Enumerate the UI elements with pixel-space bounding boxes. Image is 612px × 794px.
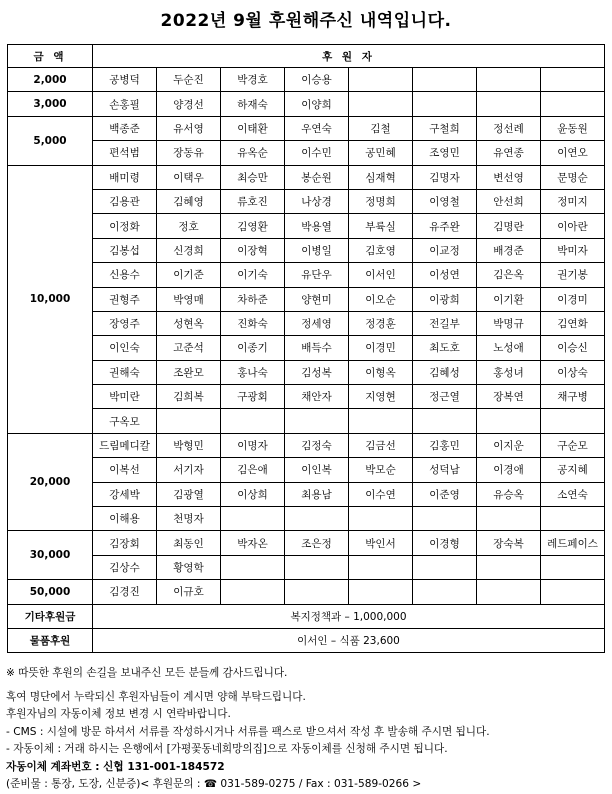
donor-name-cell — [477, 580, 541, 604]
donor-row — [8, 311, 605, 335]
donor-name-cell: 이경민 — [349, 336, 413, 360]
donor-name-cell: 장영주 — [93, 311, 157, 335]
donor-name-cell: 유연종 — [477, 141, 541, 165]
donor-name-cell: 우연숙 — [285, 116, 349, 140]
donor-name-cell — [477, 92, 541, 116]
donor-name-cell: 김철 — [349, 116, 413, 140]
donor-name-cell — [221, 555, 285, 579]
donor-name-cell: 김명자 — [413, 165, 477, 189]
donor-name-cell: 이오순 — [349, 287, 413, 311]
donor-name-cell: 이수민 — [285, 141, 349, 165]
donor-name-cell — [477, 555, 541, 579]
donor-name-cell: 이양희 — [285, 92, 349, 116]
donor-name-cell: 이형옥 — [349, 360, 413, 384]
donor-name-cell: 김은옥 — [477, 263, 541, 287]
donor-name-cell: 홍나숙 — [221, 360, 285, 384]
donor-name-cell — [285, 555, 349, 579]
donor-name-cell — [413, 580, 477, 604]
donor-name-cell: 백종준 — [93, 116, 157, 140]
donor-name-cell: 이연오 — [541, 141, 605, 165]
inquiry-note: (준비물 : 통장, 도장, 신분증)< 후원문의 : ☎ 031-589-0275 / Fax : 031-589-0266 > — [6, 778, 422, 790]
donor-name-cell: 이장혁 — [221, 238, 285, 262]
donor-name-cell: 홍성녀 — [477, 360, 541, 384]
donor-name-cell: 김호영 — [349, 238, 413, 262]
donor-name-cell: 이기환 — [477, 287, 541, 311]
donor-name-cell: 이규호 — [157, 580, 221, 604]
page-title: 2022년 9월 후원해주신 내역입니다. — [160, 11, 452, 31]
donor-name-cell — [221, 507, 285, 531]
donor-name-cell: 김연화 — [541, 311, 605, 335]
donor-name-cell: 구광회 — [221, 385, 285, 409]
donor-name-cell — [541, 555, 605, 579]
donor-name-cell: 정미지 — [541, 189, 605, 213]
donor-name-cell: 공지혜 — [541, 458, 605, 482]
donor-row — [8, 507, 605, 531]
donor-name-cell — [541, 507, 605, 531]
donor-name-cell — [349, 555, 413, 579]
donor-name-cell: 정명희 — [349, 189, 413, 213]
donor-name-cell: 이광희 — [413, 287, 477, 311]
donor-name-cell: 진화숙 — [221, 311, 285, 335]
donor-name-cell: 이수연 — [349, 482, 413, 506]
donor-name-cell: 이병일 — [285, 238, 349, 262]
donor-name-cell — [349, 507, 413, 531]
donor-name-cell: 노성애 — [477, 336, 541, 360]
donor-name-cell — [541, 409, 605, 433]
donor-name-cell: 유단우 — [285, 263, 349, 287]
donor-name-cell: 공병덕 — [93, 68, 157, 92]
donor-name-cell: 심재혁 — [349, 165, 413, 189]
donor-name-cell: 하재숙 — [221, 92, 285, 116]
amount-header: 금 액 — [8, 45, 93, 68]
goods-label: 물품후원 — [8, 628, 93, 652]
other-value: 복지정책과 – 1,000,000 — [93, 604, 605, 628]
donor-row — [8, 433, 605, 457]
donor-name-cell: 박미자 — [541, 238, 605, 262]
donor-row — [8, 580, 605, 604]
donor-name-cell: 김장회 — [93, 531, 157, 555]
donor-name-cell — [477, 68, 541, 92]
goods-value: 이서인 – 식품 23,600 — [93, 628, 605, 652]
contact-note: 후원자님의 자동이체 정보 변경 시 연락바랍니다. — [6, 708, 231, 720]
donor-name-cell: 채안자 — [285, 385, 349, 409]
donor-name-cell: 유옥순 — [221, 141, 285, 165]
donor-name-cell: 박모순 — [349, 458, 413, 482]
donor-name-cell: 박경호 — [221, 68, 285, 92]
donor-name-cell: 김희복 — [157, 385, 221, 409]
donor-name-cell: 김봉섭 — [93, 238, 157, 262]
donor-name-cell: 유주완 — [413, 214, 477, 238]
donor-name-cell: 박명규 — [477, 311, 541, 335]
donor-name-cell: 김경진 — [93, 580, 157, 604]
donor-name-cell: 이상숙 — [541, 360, 605, 384]
donor-row — [8, 141, 605, 165]
donor-name-cell: 구철희 — [413, 116, 477, 140]
donor-name-cell: 김혜성 — [413, 360, 477, 384]
donor-name-cell — [221, 409, 285, 433]
donor-name-cell: 전길부 — [413, 311, 477, 335]
donor-name-cell: 고준석 — [157, 336, 221, 360]
donor-name-cell: 강세박 — [93, 482, 157, 506]
donor-name-cell: 정선례 — [477, 116, 541, 140]
donor-name-cell — [541, 68, 605, 92]
amount-cell: 10,000 — [8, 165, 93, 433]
donor-name-cell — [285, 580, 349, 604]
donor-name-cell: 이태환 — [221, 116, 285, 140]
donor-name-cell: 이기준 — [157, 263, 221, 287]
donor-name-cell: 최동인 — [157, 531, 221, 555]
donor-name-cell — [349, 580, 413, 604]
donor-name-cell: 이해용 — [93, 507, 157, 531]
donor-name-cell: 편석범 — [93, 141, 157, 165]
donor-name-cell: 배경준 — [477, 238, 541, 262]
donor-name-cell: 변선영 — [477, 165, 541, 189]
donor-row — [8, 336, 605, 360]
donor-name-cell: 천명자 — [157, 507, 221, 531]
donor-name-cell: 김영환 — [221, 214, 285, 238]
donor-name-cell: 이기숙 — [221, 263, 285, 287]
donor-name-cell: 배미령 — [93, 165, 157, 189]
donor-name-cell: 두순진 — [157, 68, 221, 92]
donor-row — [8, 555, 605, 579]
donor-name-cell: 박용열 — [285, 214, 349, 238]
header-row — [8, 45, 605, 68]
donor-table — [7, 44, 605, 653]
autopay-note: - 자동이체 : 거래 하시는 은행에서 [가평꽃동네희망의집]으로 자동이체를 신청해 주시면 됩니다. — [6, 743, 448, 755]
donor-name-cell: 이교정 — [413, 238, 477, 262]
donor-name-cell: 이승용 — [285, 68, 349, 92]
donor-name-cell: 윤동원 — [541, 116, 605, 140]
donor-row — [8, 458, 605, 482]
donor-row — [8, 238, 605, 262]
donor-name-cell: 이명자 — [221, 433, 285, 457]
donor-name-cell: 정경훈 — [349, 311, 413, 335]
donor-name-cell: 공민혜 — [349, 141, 413, 165]
donor-name-cell: 이준영 — [413, 482, 477, 506]
donor-name-cell — [541, 580, 605, 604]
amount-cell: 2,000 — [8, 68, 93, 92]
donor-row — [8, 116, 605, 140]
donor-name-cell: 권해숙 — [93, 360, 157, 384]
donor-name-cell: 차하준 — [221, 287, 285, 311]
donor-name-cell: 이성연 — [413, 263, 477, 287]
donor-name-cell: 배득수 — [285, 336, 349, 360]
amount-cell: 30,000 — [8, 531, 93, 580]
goods-row — [8, 628, 605, 652]
donor-name-cell: 이지운 — [477, 433, 541, 457]
donor-name-cell: 김홍민 — [413, 433, 477, 457]
donor-name-cell: 채구병 — [541, 385, 605, 409]
donor-name-cell: 조은정 — [285, 531, 349, 555]
donor-name-cell: 신경희 — [157, 238, 221, 262]
donor-name-cell: 박형민 — [157, 433, 221, 457]
notes-section — [6, 665, 606, 794]
donor-name-cell: 구옥모 — [93, 409, 157, 433]
donor-name-cell — [413, 409, 477, 433]
donor-row — [8, 214, 605, 238]
donor-name-cell: 김명란 — [477, 214, 541, 238]
donor-name-cell: 부륙실 — [349, 214, 413, 238]
donor-name-cell — [413, 92, 477, 116]
donor-name-cell: 권기봉 — [541, 263, 605, 287]
donor-row — [8, 263, 605, 287]
donor-name-cell: 봉순원 — [285, 165, 349, 189]
donor-name-cell: 유승옥 — [477, 482, 541, 506]
donor-name-cell: 박자온 — [221, 531, 285, 555]
donor-name-cell: 소연숙 — [541, 482, 605, 506]
donor-name-cell: 안선희 — [477, 189, 541, 213]
donor-name-cell: 이경미 — [541, 287, 605, 311]
donor-name-cell: 이상희 — [221, 482, 285, 506]
donor-name-cell: 이경애 — [477, 458, 541, 482]
donor-name-cell: 문명순 — [541, 165, 605, 189]
donor-name-cell: 김용관 — [93, 189, 157, 213]
donor-name-cell — [413, 555, 477, 579]
donor-name-cell: 정세영 — [285, 311, 349, 335]
donor-name-cell: 정호 — [157, 214, 221, 238]
donor-name-cell: 김광열 — [157, 482, 221, 506]
amount-cell: 5,000 — [8, 116, 93, 165]
donors-header: 후 원 자 — [93, 45, 605, 68]
donor-row — [8, 189, 605, 213]
donor-name-cell: 김은애 — [221, 458, 285, 482]
donor-row — [8, 165, 605, 189]
donor-row — [8, 287, 605, 311]
donor-row — [8, 409, 605, 433]
omission-note: 혹여 명단에서 누락되신 후원자님들이 계시면 양해 부탁드립니다. — [6, 690, 306, 703]
donor-name-cell — [285, 507, 349, 531]
donor-name-cell — [221, 580, 285, 604]
donor-name-cell: 서기자 — [157, 458, 221, 482]
donor-name-cell — [541, 92, 605, 116]
donor-name-cell: 김혜영 — [157, 189, 221, 213]
donor-name-cell: 김성복 — [285, 360, 349, 384]
donor-name-cell: 류호진 — [221, 189, 285, 213]
donor-name-cell: 양현미 — [285, 287, 349, 311]
donor-name-cell: 황영학 — [157, 555, 221, 579]
donor-name-cell: 박영매 — [157, 287, 221, 311]
donor-name-cell: 성현옥 — [157, 311, 221, 335]
donor-name-cell: 양경선 — [157, 92, 221, 116]
donor-name-cell: 김상수 — [93, 555, 157, 579]
donor-name-cell: 정근열 — [413, 385, 477, 409]
donor-name-cell: 이서인 — [349, 263, 413, 287]
amount-cell: 50,000 — [8, 580, 93, 604]
donor-name-cell — [349, 409, 413, 433]
donor-name-cell: 성덕남 — [413, 458, 477, 482]
donor-name-cell: 김금선 — [349, 433, 413, 457]
donor-name-cell: 박인서 — [349, 531, 413, 555]
donor-name-cell: 이택우 — [157, 165, 221, 189]
donor-name-cell: 장복연 — [477, 385, 541, 409]
donor-name-cell — [413, 507, 477, 531]
donor-name-cell: 장동유 — [157, 141, 221, 165]
donor-row — [8, 482, 605, 506]
donor-name-cell — [477, 507, 541, 531]
donor-name-cell: 구순모 — [541, 433, 605, 457]
donor-name-cell: 최승만 — [221, 165, 285, 189]
donor-name-cell: 드림메디칼 — [93, 433, 157, 457]
donor-name-cell: 조영민 — [413, 141, 477, 165]
donor-name-cell: 레드페이스 — [541, 531, 605, 555]
donor-name-cell: 권형주 — [93, 287, 157, 311]
amount-cell: 20,000 — [8, 433, 93, 531]
donor-name-cell: 유서영 — [157, 116, 221, 140]
donor-name-cell — [413, 68, 477, 92]
donor-name-cell: 이영철 — [413, 189, 477, 213]
donor-row — [8, 92, 605, 116]
donor-name-cell: 장숙복 — [477, 531, 541, 555]
other-label: 기타후원금 — [8, 604, 93, 628]
donor-row — [8, 360, 605, 384]
donor-name-cell: 이승신 — [541, 336, 605, 360]
donor-name-cell: 나상경 — [285, 189, 349, 213]
account-number: 자동이체 계좌번호 : 신협 131-001-184572 — [6, 760, 225, 773]
donor-name-cell — [349, 68, 413, 92]
other-row — [8, 604, 605, 628]
donor-name-cell: 최용남 — [285, 482, 349, 506]
donor-name-cell: 김정숙 — [285, 433, 349, 457]
cms-note: - CMS : 시설에 방문 하셔서 서류를 작성하시거나 서류를 팩스로 받으셔서 작성 후 발송해 주시면 됩니다. — [6, 725, 490, 738]
amount-cell: 3,000 — [8, 92, 93, 116]
donor-name-cell — [349, 92, 413, 116]
donor-name-cell: 조완모 — [157, 360, 221, 384]
donor-name-cell — [157, 409, 221, 433]
donor-name-cell: 이정화 — [93, 214, 157, 238]
donor-row — [8, 531, 605, 555]
donor-name-cell: 최도호 — [413, 336, 477, 360]
donor-name-cell: 신용수 — [93, 263, 157, 287]
donor-row — [8, 385, 605, 409]
donor-name-cell: 이종기 — [221, 336, 285, 360]
donor-name-cell: 이아란 — [541, 214, 605, 238]
donor-name-cell: 이경형 — [413, 531, 477, 555]
donor-name-cell: 이복선 — [93, 458, 157, 482]
donor-name-cell: 박미란 — [93, 385, 157, 409]
donor-name-cell — [285, 409, 349, 433]
donor-name-cell — [477, 409, 541, 433]
donor-row — [8, 68, 605, 92]
donor-name-cell: 손홍필 — [93, 92, 157, 116]
donor-name-cell: 지영현 — [349, 385, 413, 409]
donor-name-cell: 이인숙 — [93, 336, 157, 360]
donor-name-cell: 이인복 — [285, 458, 349, 482]
thanks-note: ※ 따뜻한 후원의 손길을 보내주신 모든 분들께 감사드립니다. — [6, 667, 288, 679]
